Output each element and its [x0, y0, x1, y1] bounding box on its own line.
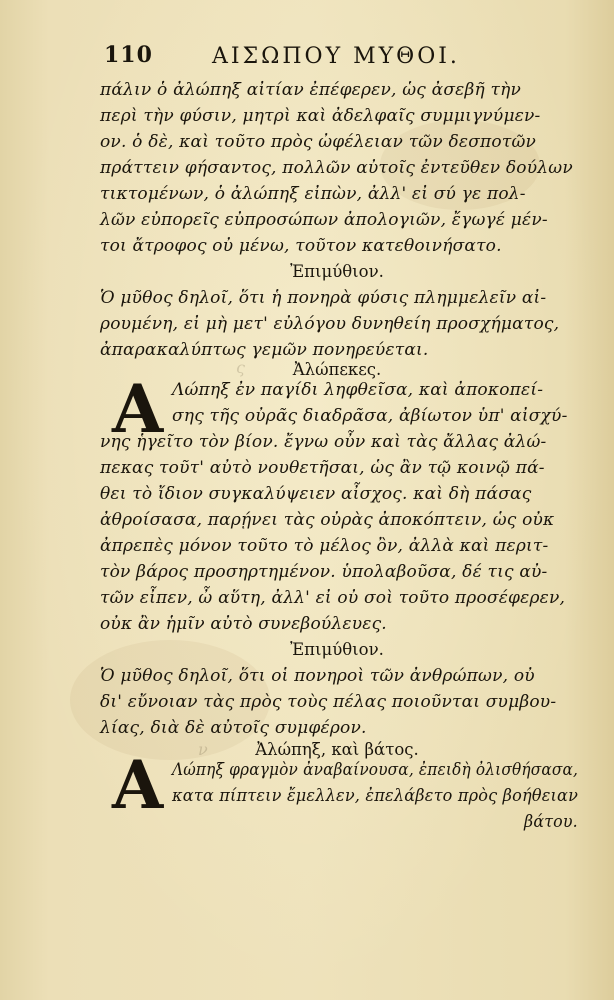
text-line: Λώπηξ φραγμὸν ἀναβαίνουσα, ἐπειδὴ ὀλισθήσασα,: [172, 760, 579, 780]
text-line: ἀπαρακαλύπτως γεμῶν πονηρεύεται.: [100, 340, 429, 360]
text-line: δι' εὔνοιαν τὰς πρὸς τοὺς πέλας ποιοῦνται συμβου-: [100, 692, 557, 712]
text-line: λίας, διὰ δὲ αὐτοῖς συμφέρον.: [100, 718, 367, 738]
text-line: τοι ἄτροφος οὐ μένω, τοῦτον κατεθοινήσατο.: [100, 236, 502, 256]
text-line: θει τὸ ἴδιον συγκαλύψειεν αἶσχος. καὶ δὴ πάσας: [100, 484, 532, 504]
text-line: ρουμένη, εἰ μὴ μετ' εὐλόγου δυνηθείη προσχήματος,: [100, 314, 560, 334]
epimythion-heading: Ἐπιμύθιον.: [290, 262, 384, 281]
text-line: πάλιν ὁ ἀλώπηξ αἰτίαν ἐπέφερεν, ὡς ἀσεβῆ τὴν: [100, 80, 521, 100]
drop-cap: Α: [112, 746, 164, 824]
text-line: βάτου.: [524, 812, 578, 832]
text-line: οὐκ ἂν ἡμῖν αὐτὸ συνεβούλευες.: [100, 614, 387, 634]
text-line: Λώπηξ ἐν παγίδι ληφθεῖσα, καὶ ἀποκοπεί-: [172, 380, 544, 400]
ink-smudge: ν: [198, 740, 208, 759]
text-line: πράττειν φήσαντος, πολλῶν αὐτοῖς ἐντεῦθεν δούλων: [100, 158, 573, 178]
fable-title: Ἀλώπηξ, καὶ βάτος.: [255, 740, 419, 759]
text-line: ον. ὁ δὲ, καὶ τοῦτο πρὸς ὠφέλειαν τῶν δεσποτῶν: [100, 132, 537, 152]
text-line: Ὁ μῦθος δηλοῖ, ὅτι ἡ πονηρὰ φύσις πλημμελεῖν αἰ-: [100, 288, 547, 308]
fable-title: Ἀλώπεκες.: [292, 360, 382, 379]
text-line: Ὁ μῦθος δηλοῖ, ὅτι οἱ πονηροὶ τῶν ἀνθρώπων, οὐ: [100, 666, 535, 686]
text-line: ἀθροίσασα, παρῄνει τὰς οὐρὰς ἀποκόπτειν, ὡς οὐκ: [100, 510, 555, 530]
text-line: τικτομένων, ὁ ἀλώπηξ εἰπὼν, ἀλλ' εἰ σύ γε πολ-: [100, 184, 526, 204]
running-title: ΑΙΣΩΠΟΥ ΜΥΘΟΙ.: [212, 44, 460, 69]
text-line: πεκας τοῦτ' αὐτὸ νουθετῆσαι, ὡς ἂν τῷ κοινῷ πά-: [100, 458, 545, 478]
page-number: 110: [104, 42, 153, 68]
epimythion-heading: Ἐπιμύθιον.: [290, 640, 384, 659]
text-line: τῶν εἶπεν, ὦ αὕτη, ἀλλ' εἰ οὐ σοὶ τοῦτο προσέφερεν,: [100, 588, 566, 608]
text-line: νης ἡγεῖτο τὸν βίον. ἔγνω οὖν καὶ τὰς ἄλλας ἀλώ-: [100, 432, 547, 452]
text-line: λῶν εὐπορεῖς εὐπροσώπων ἀπολογιῶν, ἔγωγέ μέν-: [100, 210, 548, 230]
text-line: περὶ τὴν φύσιν, μητρὶ καὶ ἀδελφαῖς συμμιγνύμεν-: [100, 106, 541, 126]
text-line: τὸν βάρος προσηρτημένον. ὑπολαβοῦσα, δέ τις αὐ-: [100, 562, 548, 582]
text-line: σης τῆς οὐρᾶς διαδρᾶσα, ἀβίωτον ὑπ' αἰσχύ-: [172, 406, 568, 426]
text-line: κατα πίπτειν ἔμελλεν, ἐπελάβετο πρὸς βοήθειαν: [172, 786, 579, 806]
drop-cap: Α: [112, 370, 164, 448]
text-line: ἀπρεπὲς μόνον τοῦτο τὸ μέλος ὂν, ἀλλὰ καὶ περιτ-: [100, 536, 549, 556]
ink-smudge: ς: [236, 358, 245, 377]
page-header: [104, 42, 574, 74]
